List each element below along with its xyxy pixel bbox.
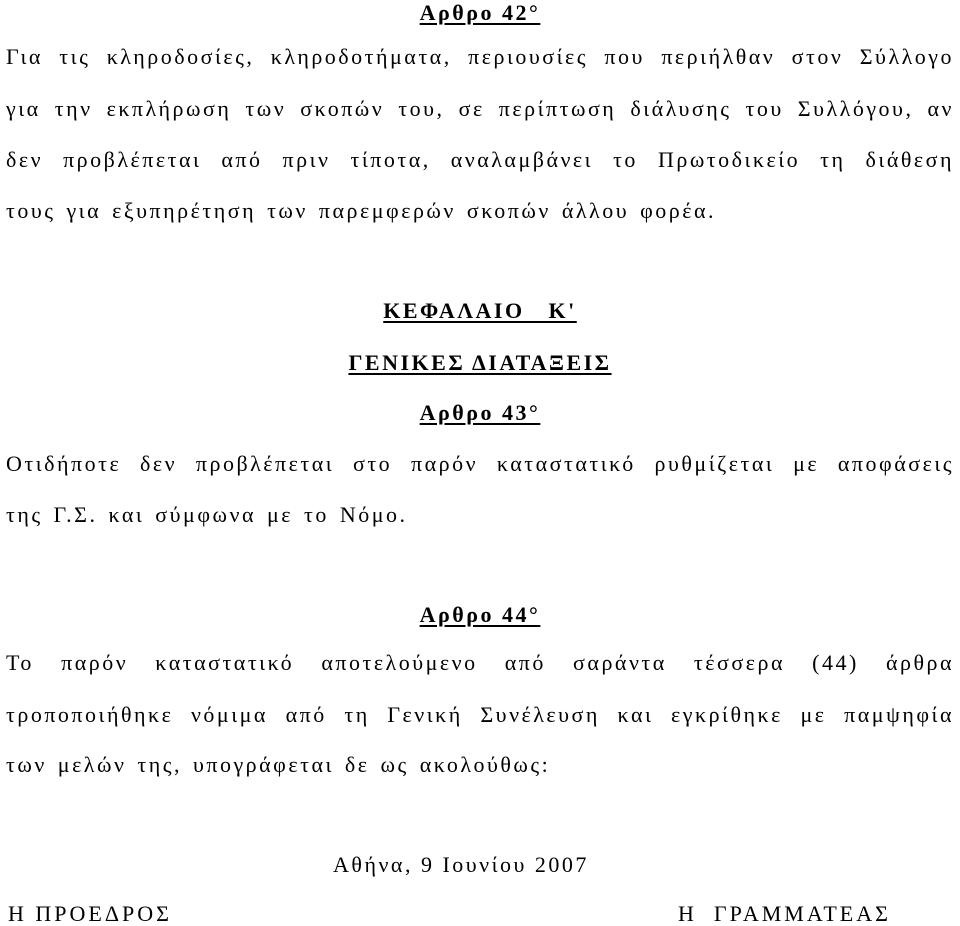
article-42-line-3: δεν προβλέπεται από πριν τίποτα, αναλαμβάνει το Πρωτοδικείο τη διάθεση [6, 147, 954, 172]
article-44-title-text: Αρθρο 44° [419, 602, 541, 627]
article-43-title-text: Αρθρο 43° [419, 400, 541, 425]
signature-president: Η ΠΡΟΕΔΡΟΣ [8, 901, 172, 926]
article-43-title [0, 400, 960, 426]
signature-secretary: Η ΓΡΑΜΜΑΤΕΑΣ [678, 901, 891, 926]
article-43-line-2: της Γ.Σ. και σύμφωνα με το Νόμο. [6, 502, 408, 527]
article-44-line-1: Το παρόν καταστατικό αποτελούμενο από σαράντα τέσσερα (44) άρθρα [6, 650, 954, 675]
chapter-subtitle [0, 350, 960, 376]
chapter-title [0, 298, 960, 324]
article-42-title-text: Αρθρο 42° [419, 0, 541, 25]
article-42-line-1: Για τις κληροδοσίες, κληροδοτήματα, περιουσίες που περιήλθαν στον Σύλλογο [6, 44, 954, 69]
chapter-subtitle-text: ΓΕΝΙΚΕΣ ΔΙΑΤΑΞΕΙΣ [348, 350, 612, 375]
article-43-line-1: Οτιδήποτε δεν προβλέπεται στο παρόν καταστατικό ρυθμίζεται με αποφάσεις [6, 451, 954, 476]
article-44-line-3: των μελών της, υπογράφεται δε ως ακολούθως: [6, 752, 551, 777]
article-42-line-4: τους για εξυπηρέτηση των παρεμφερών σκοπών άλλου φορέα. [6, 198, 717, 223]
chapter-title-text: ΚΕΦΑΛΑΙΟ Κ' [383, 298, 577, 323]
signing-date: Αθήνα, 9 Ιουνίου 2007 [333, 852, 589, 877]
article-42-line-2: για την εκπλήρωση των σκοπών του, σε περίπτωση διάλυσης του Συλλόγου, αν [6, 96, 954, 121]
article-42-title [0, 0, 960, 26]
article-44-title [0, 602, 960, 628]
article-44-line-2: τροποποιήθηκε νόμιμα από τη Γενική Συνέλευση και εγκρίθηκε με παμψηφία [6, 702, 954, 727]
